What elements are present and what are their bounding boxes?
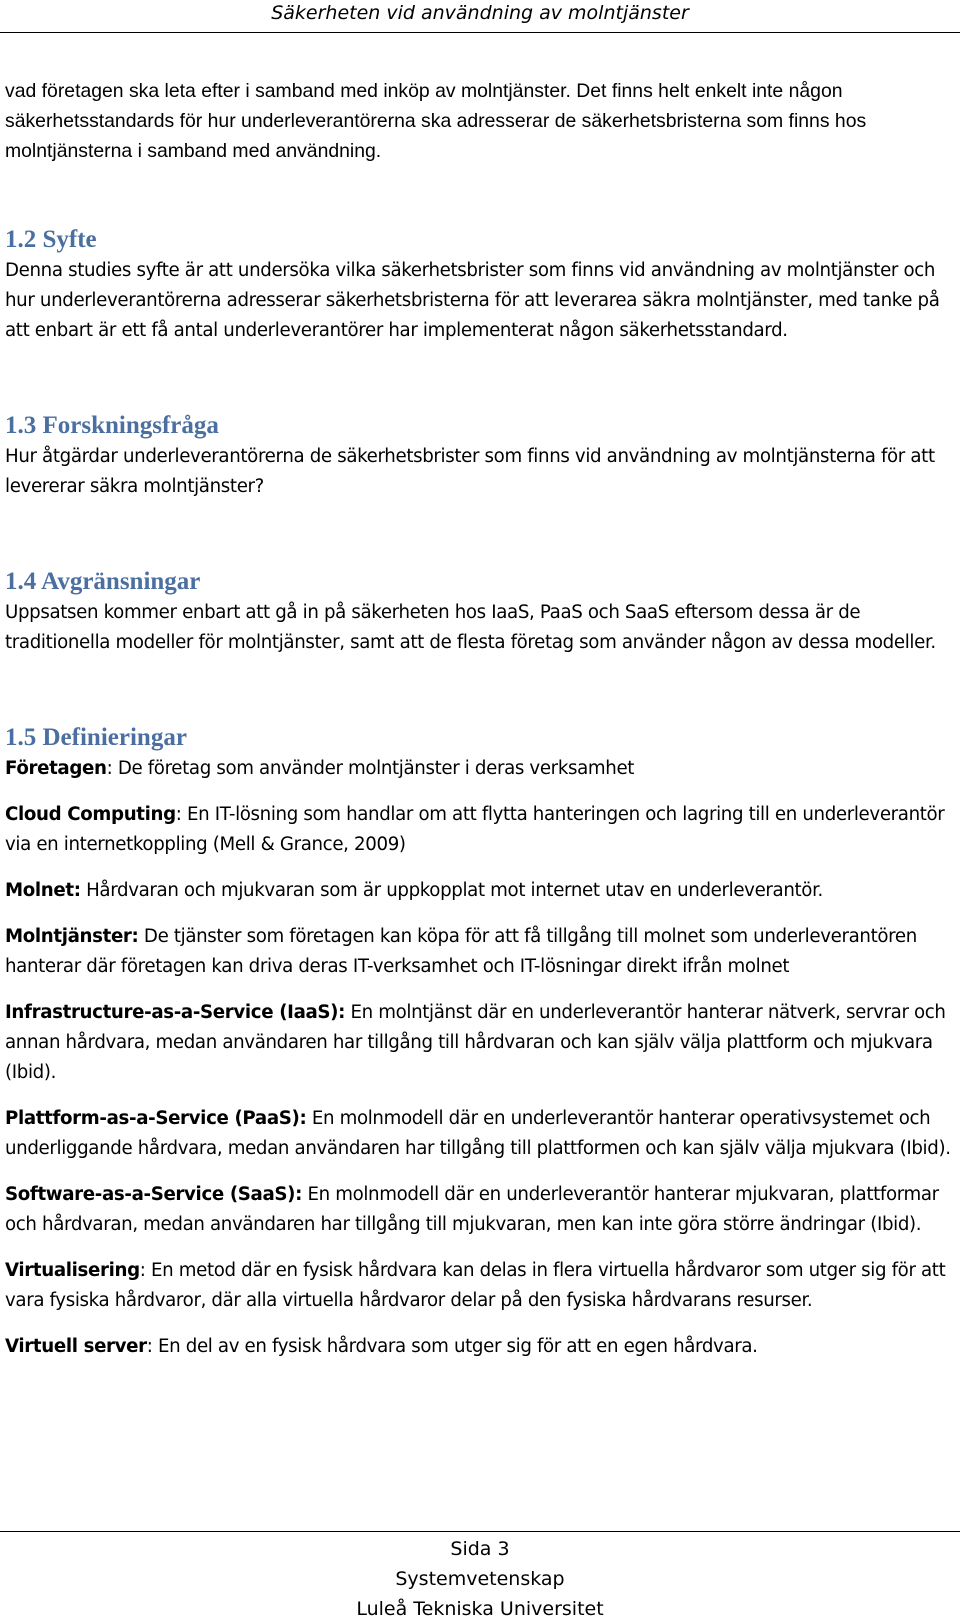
definition-text: En IT-lösning som handlar om att flytta hanteringen och lagring till en underleverantör via en internetkoppling (Mell & Grance, 2009) [5, 804, 945, 855]
header-divider [0, 32, 960, 33]
definition-list [5, 754, 955, 1362]
definition-text: En del av en fysisk hårdvara som utger sig för att en egen hårdvara. [152, 1336, 758, 1357]
definition-separator: : [106, 758, 113, 779]
definition-item [5, 800, 955, 860]
paragraph-avgransningar: Uppsatsen kommer enbart att gå in på säkerheten hos IaaS, PaaS och SaaS eftersom dessa är de traditionella modeller för molntjänster, samt att de flesta företag som använder någon av dessa modeller. [5, 602, 936, 653]
definition-term: Företagen [5, 758, 107, 779]
document-body [5, 76, 955, 1378]
definition-item [5, 1256, 955, 1316]
definition-item [5, 876, 955, 906]
definition-separator: : [175, 804, 182, 825]
definition-text: En molnmodell där en underleverantör hanterar mjukvaran, plattformar och hårdvaran, medan användaren har tillgång till mjukvaran, men kan inte göra större ändringar (Ibid). [5, 1184, 939, 1235]
paragraph-forskningsfraga: Hur åtgärdar underleverantörerna de säkerhetsbrister som finns vid användning av molntjänsterna för att levererar säkra molntjänster? [5, 446, 935, 497]
intro-paragraph: vad företagen ska leta efter i samband med inköp av molntjänster. Det finns helt enkelt inte någon säkerhetsstandards för hur underleverantörerna ska adresserar de säkerhetsbristerna som finns hos molntjänsterna i samband med användning. [5, 80, 867, 162]
heading-forskningsfraga: 1.3 Forskningsfråga [5, 412, 219, 439]
definition-text: En metod där en fysisk hårdvara kan delas in flera virtuella hårdvaror som utger sig för att vara fysiska hårdvaror, där alla virtuella hårdvaror delar på den fysiska hårdvarans resurser. [5, 1260, 946, 1311]
definition-text: De tjänster som företagen kan köpa för att få tillgång till molnet som underleverantören hanterar där företagen kan driva deras IT-verksamhet och IT-lösningar direkt ifrån molnet [5, 926, 917, 977]
definition-item [5, 1104, 955, 1164]
definition-term: Infrastructure-as-a-Service (IaaS): [5, 1002, 346, 1023]
definition-item [5, 1180, 955, 1240]
page-number: Sida 3 [450, 1538, 510, 1560]
definition-item [5, 1332, 955, 1362]
footer-university: Luleå Tekniska Universitet [356, 1598, 604, 1620]
definition-term: Cloud Computing [5, 804, 176, 825]
definition-term: Software-as-a-Service (SaaS): [5, 1184, 303, 1205]
document-title: Säkerheten vid användning av molntjänster [271, 2, 689, 24]
definition-term: Molnet: [5, 880, 81, 901]
definition-term: Molntjänster: [5, 926, 139, 947]
definition-text: En molnmodell där en underleverantör hanterar operativsystemet och underliggande hårdvara, medan användaren har tillgång till plattformen och kan själv välja mjukvara (Ibid). [5, 1108, 951, 1159]
page-footer [0, 1534, 960, 1624]
definition-text: De företag som använder molntjänster i deras verksamhet [112, 758, 635, 779]
definition-term: Plattform-as-a-Service (PaaS): [5, 1108, 307, 1129]
page-header [0, 0, 960, 34]
definition-item [5, 922, 955, 982]
definition-term: Virtuell server [5, 1336, 147, 1357]
heading-avgransningar: 1.4 Avgränsningar [5, 568, 201, 595]
heading-syfte: 1.2 Syfte [5, 226, 97, 253]
heading-definieringar: 1.5 Definieringar [5, 724, 187, 751]
footer-subject: Systemvetenskap [395, 1568, 565, 1590]
definition-term: Virtualisering [5, 1260, 140, 1281]
definition-item [5, 754, 955, 784]
footer-divider [0, 1531, 960, 1532]
definition-separator: : [146, 1336, 153, 1357]
definition-separator: : [139, 1260, 146, 1281]
definition-text: Hårdvaran och mjukvaran som är uppkopplat mot internet utav en underleverantör. [80, 880, 823, 901]
paragraph-syfte: Denna studies syfte är att undersöka vilka säkerhetsbrister som finns vid användning av molntjänster och hur underleverantörerna adresserar säkerhetsbristerna för att leverarea säkra molntjänster, med tanke på att enbart är ett få antal underleverantörer har implementerat någon säkerhetsstandard. [5, 260, 940, 341]
definition-text: En molntjänst där en underleverantör hanterar nätverk, servrar och annan hårdvara, medan användaren har tillgång till hårdvaran och kan själv välja plattform och mjukvara (Ibid). [5, 1002, 946, 1083]
definition-item [5, 998, 955, 1088]
